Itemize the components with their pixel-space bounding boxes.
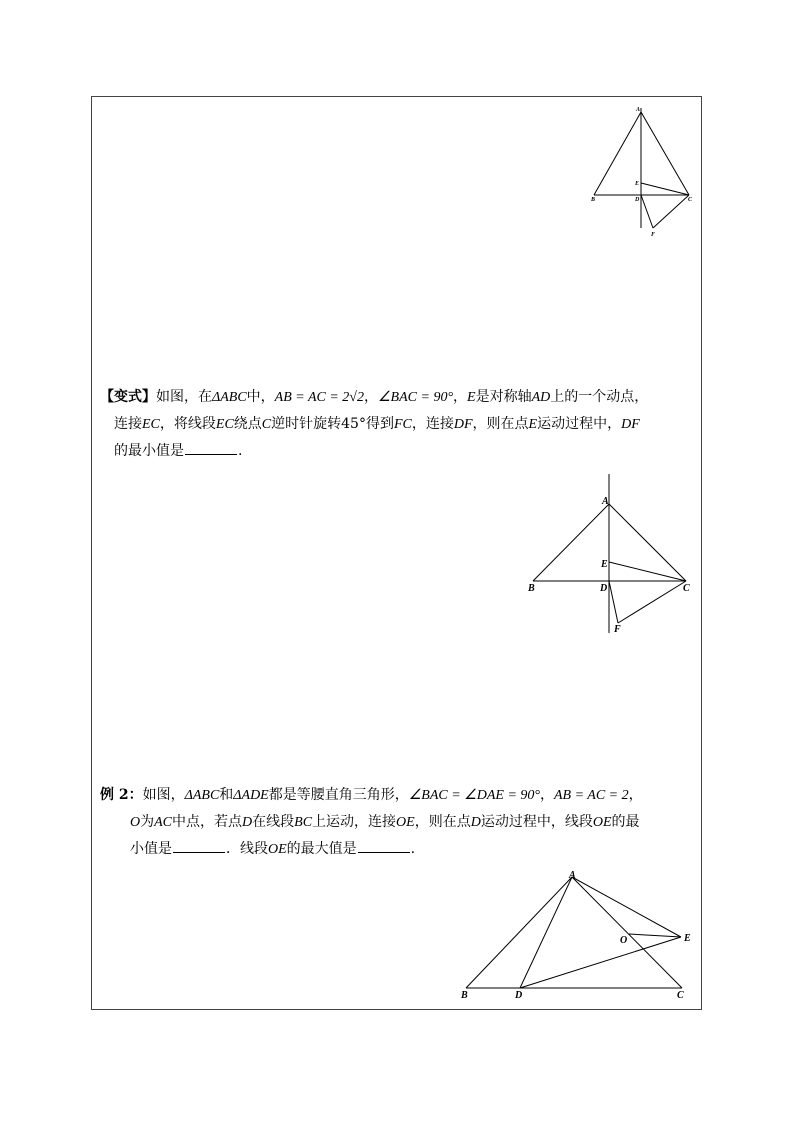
label-F: F [614,624,621,635]
math: AD [531,390,551,405]
math: EC [142,417,160,432]
math: ΔADE [233,788,269,803]
math: AB = AC = 2 [553,788,629,803]
label-D: D [600,583,608,594]
math: ∠BAC = 90° [378,390,454,405]
label-E: E [635,181,640,187]
text: ，则在点 [472,416,529,432]
figure-example2 [455,865,700,1005]
label-E: E [684,933,691,944]
text: 上的一个动点， [550,389,649,405]
math: OE [396,815,415,830]
label-D: D [515,990,523,1001]
math: EC [215,417,234,432]
math: C [261,417,272,432]
label-E: E [601,559,608,570]
math: OE [268,842,287,857]
label-A: A [602,496,609,507]
math: ΔABC [212,390,247,405]
answer-blank-min [173,838,225,853]
math: BC [294,815,313,830]
label-C: C [683,583,690,594]
label-O: O [620,935,628,946]
text: 是对称轴 [475,389,532,405]
math: E [467,390,476,405]
example2-label: 例 2： [100,787,143,803]
text: 连接 [114,416,142,432]
label-A: A [636,107,641,113]
math: DF [621,417,640,432]
text: ， [628,787,643,803]
label-B: B [591,197,596,203]
text: 中点，若点 [172,814,243,830]
math: OE [592,815,612,830]
text: 都是等腰直角三角形， [268,787,409,803]
text: 运动过程中， [537,416,622,432]
math: D [470,815,481,830]
text: ，连接 [411,416,454,432]
text: 如图，在 [156,389,212,405]
text: 和 [219,787,234,803]
math: DF [453,417,473,432]
text: 小值是 [130,841,172,857]
text: ．线段 [226,841,268,857]
math: O [130,815,141,830]
text: . [238,443,243,459]
text: 逆时针旋转45°得到 [271,416,394,432]
label-D: D [635,197,640,203]
text: 的最 [611,814,640,830]
figure-variant [520,470,705,640]
variant-problem [100,384,648,464]
text: ， [364,389,378,405]
text: 的最大值是 [286,841,357,857]
text: 运动过程中，线段 [480,814,593,830]
math: E [528,417,538,432]
label-B: B [528,583,535,594]
text: 的最小值是 [114,443,184,459]
answer-blank-max [358,838,410,853]
text: 如图， [142,787,185,803]
text: ，则在点 [414,814,471,830]
text: 为 [140,814,155,830]
text: ，将线段 [159,416,216,432]
text: ， [539,787,554,803]
text: 中， [246,389,275,405]
math: AB = AC = 2√2 [274,390,364,405]
text: 在线段 [252,814,295,830]
math: D [242,815,253,830]
text: 绕点 [233,416,262,432]
label-B: B [461,990,468,1001]
text: ， [453,389,468,405]
math: FC [393,417,412,432]
example2-problem [100,782,643,863]
label-F: F [651,232,656,238]
label-A: A [569,870,576,881]
variant-label: 【变式】 [100,389,156,405]
label-C: C [677,990,684,1001]
label-C: C [688,197,693,203]
text: . [410,841,416,857]
math: AC [154,815,173,830]
math: ∠BAC = ∠DAE = 90° [408,788,540,803]
answer-blank [185,440,237,455]
text: 上运动，连接 [312,814,397,830]
figure-top [585,100,700,240]
math: ΔABC [184,788,220,803]
